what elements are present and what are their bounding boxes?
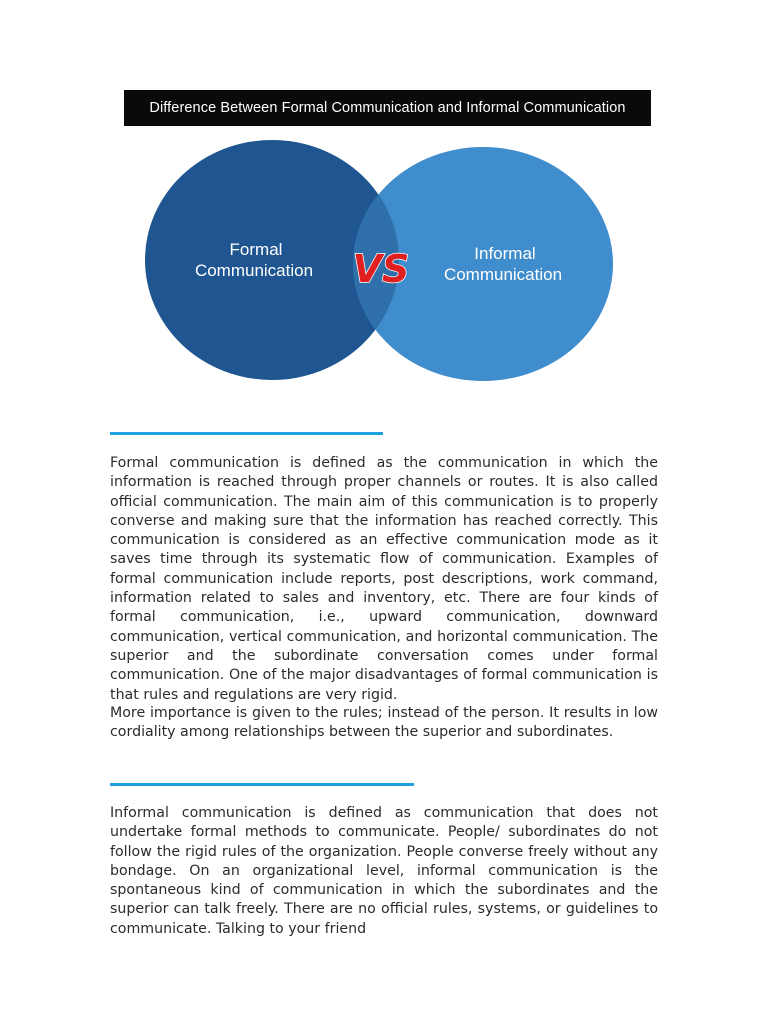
informal-label-line2: Communication — [443, 265, 563, 284]
formal-paragraph-1: Formal communication is defined as the communication in which the information is reached through proper channels or routes. It is also called official communication. The main aim of this communication is to properly converse and making sure that the information has reached correctly. This communication is considered as an effective communication mode as it saves time through its systematic flow of communication. Examples of formal communication include reports, post descriptions, work command, information related to sales and inventory, etc. There are four kinds of formal communication, i.e., upward communication, downward communication, vertical communication, and horizontal communication. The superior and the subordinate conversation comes under formal communication. One of the major disadvantages of formal communication is that rules and regulations are very rigid. — [110, 455, 658, 703]
formal-label-line2: Communication — [194, 261, 314, 280]
banner-title: Difference Between Formal Communication and Informal Communication — [149, 100, 626, 116]
informal-label-line1: Informal — [474, 244, 536, 263]
vs-badge: VS — [352, 247, 410, 291]
formal-label-line1: Formal — [229, 240, 283, 259]
venn-diagram — [0, 0, 768, 400]
section-divider-informal — [110, 783, 414, 786]
section-divider-formal — [110, 432, 383, 435]
informal-paragraph-1: Informal communication is defined as communication that does not undertake formal methods to communicate. People/ subordinates do not follow the rigid rules of the organization. People converse freely without any bondage. On an organizational level, informal communication is the spontaneous kind of communication in which the subordinates and the superior can talk freely. There are no official rules, systems, or guidelines to communicate. Talking to your friend — [110, 805, 658, 937]
formal-paragraph-2: More importance is given to the rules; instead of the person. It results in low cordiality among relationships between the superior and subordinates. — [110, 705, 658, 741]
